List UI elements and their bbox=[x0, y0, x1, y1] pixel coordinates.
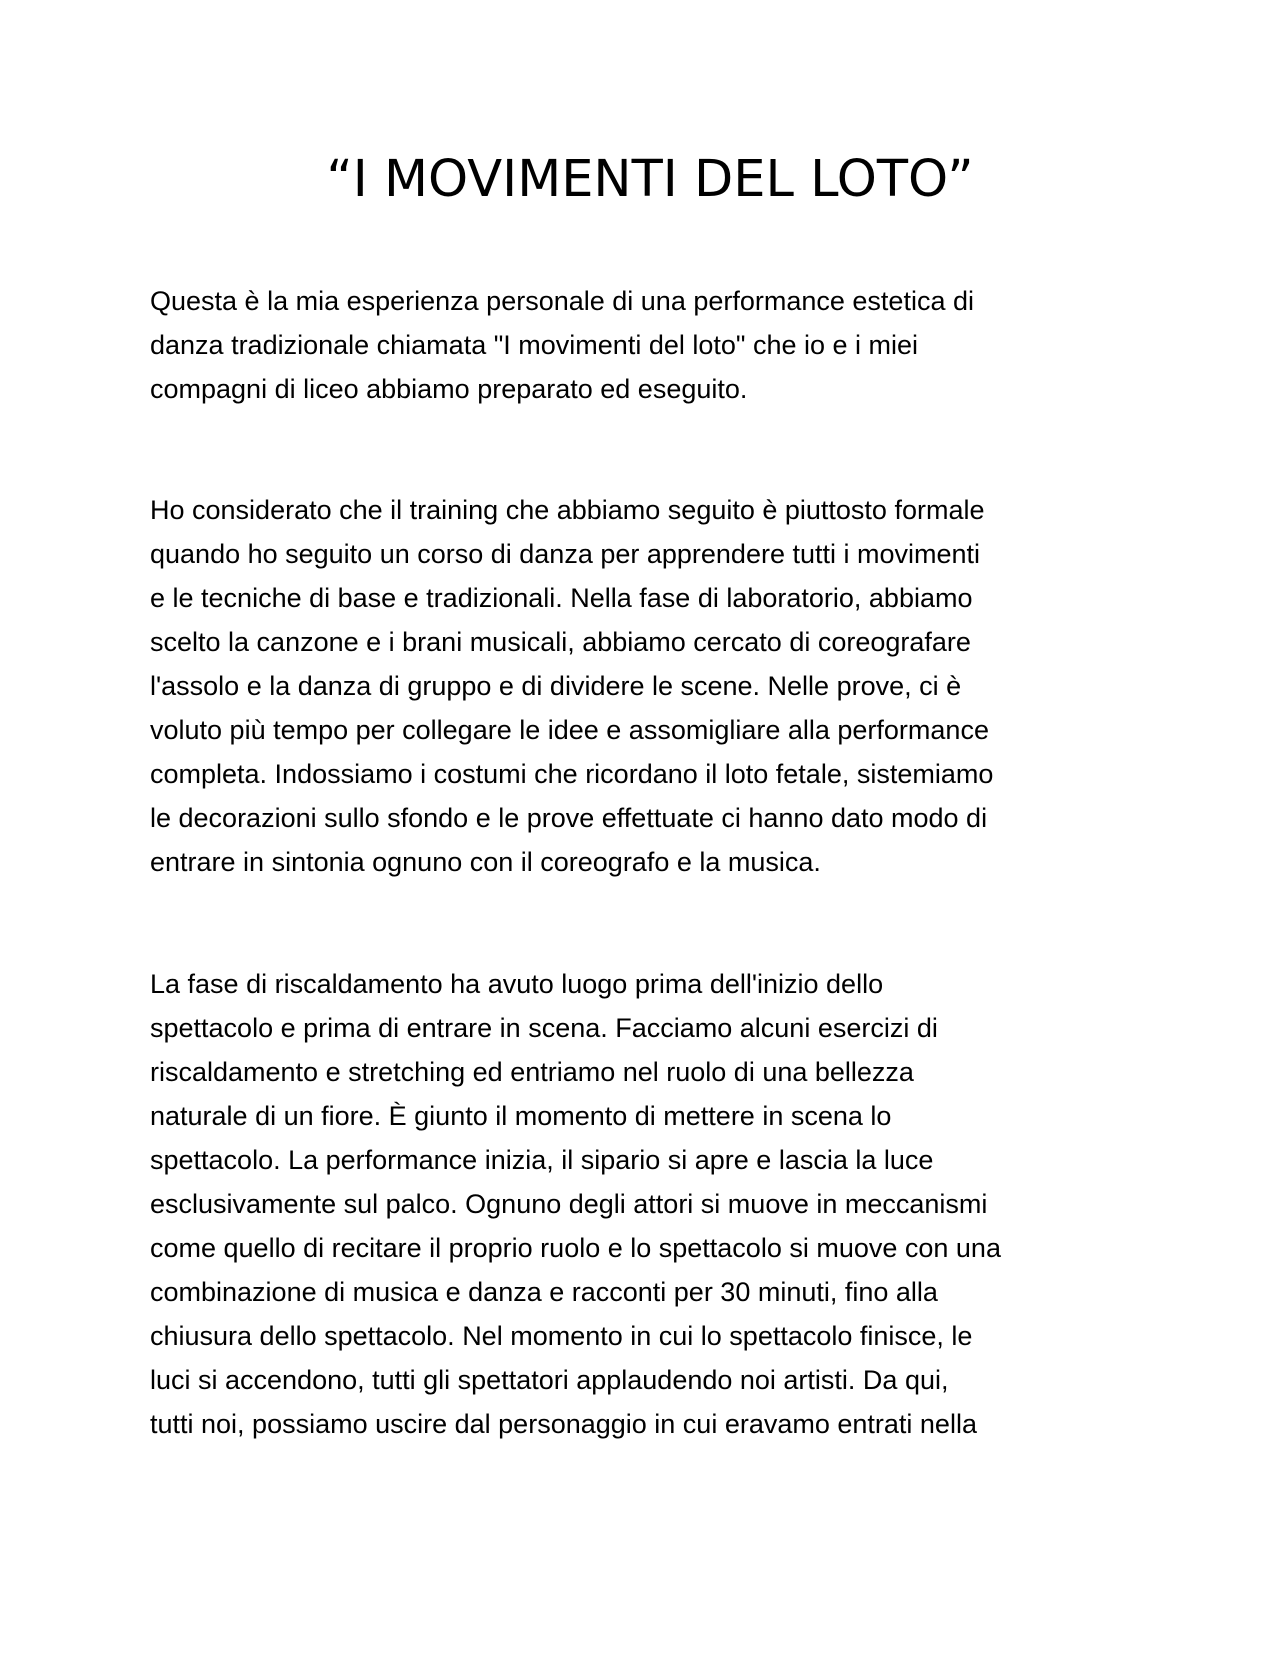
paragraph-performance bbox=[150, 962, 1130, 1446]
paragraph-line: completa. Indossiamo i costumi che ricordano il loto fetale, sistemiamo bbox=[150, 759, 994, 789]
paragraph-line: come quello di recitare il proprio ruolo e lo spettacolo si muove con una bbox=[150, 1233, 1001, 1263]
paragraph-training bbox=[150, 488, 1130, 884]
paragraph-line: riscaldamento e stretching ed entriamo nel ruolo di una bellezza bbox=[150, 1057, 914, 1087]
paragraph-line: compagni di liceo abbiamo preparato ed eseguito. bbox=[150, 374, 748, 404]
paragraph-line: e le tecniche di base e tradizionali. Nella fase di laboratorio, abbiamo bbox=[150, 583, 973, 613]
paragraph-line: spettacolo. La performance inizia, il sipario si apre e lascia la luce bbox=[150, 1145, 934, 1175]
paragraph-line: spettacolo e prima di entrare in scena. Facciamo alcuni esercizi di bbox=[150, 1013, 938, 1043]
paragraph-line: le decorazioni sullo sfondo e le prove effettuate ci hanno dato modo di bbox=[150, 803, 988, 833]
paragraph-line: naturale di un fiore. È giunto il momento di mettere in scena lo bbox=[150, 1101, 892, 1131]
paragraph-line: Questa è la mia esperienza personale di una performance estetica di bbox=[150, 286, 974, 316]
document-title: “I MOVIMENTI DEL LOTO” bbox=[326, 150, 974, 209]
paragraph-line: l'assolo e la danza di gruppo e di dividere le scene. Nelle prove, ci è bbox=[150, 671, 962, 701]
paragraph-line: quando ho seguito un corso di danza per apprendere tutti i movimenti bbox=[150, 539, 981, 569]
paragraph-line: Ho considerato che il training che abbiamo seguito è piuttosto formale bbox=[150, 495, 985, 525]
paragraph-line: tutti noi, possiamo uscire dal personaggio in cui eravamo entrati nella bbox=[150, 1409, 977, 1439]
paragraph-intro bbox=[150, 279, 1130, 411]
paragraph-line: scelto la canzone e i brani musicali, abbiamo cercato di coreografare bbox=[150, 627, 971, 657]
paragraph-line: voluto più tempo per collegare le idee e assomigliare alla performance bbox=[150, 715, 989, 745]
paragraph-line: chiusura dello spettacolo. Nel momento in cui lo spettacolo finisce, le bbox=[150, 1321, 973, 1351]
paragraph-line: luci si accendono, tutti gli spettatori applaudendo noi artisti. Da qui, bbox=[150, 1365, 949, 1395]
paragraph-line: entrare in sintonia ognuno con il coreografo e la musica. bbox=[150, 847, 821, 877]
paragraph-line: esclusivamente sul palco. Ognuno degli attori si muove in meccanismi bbox=[150, 1189, 988, 1219]
paragraph-line: La fase di riscaldamento ha avuto luogo prima dell'inizio dello bbox=[150, 969, 884, 999]
paragraph-line: danza tradizionale chiamata "I movimenti del loto" che io e i miei bbox=[150, 330, 919, 360]
paragraph-line: combinazione di musica e danza e racconti per 30 minuti, fino alla bbox=[150, 1277, 938, 1307]
